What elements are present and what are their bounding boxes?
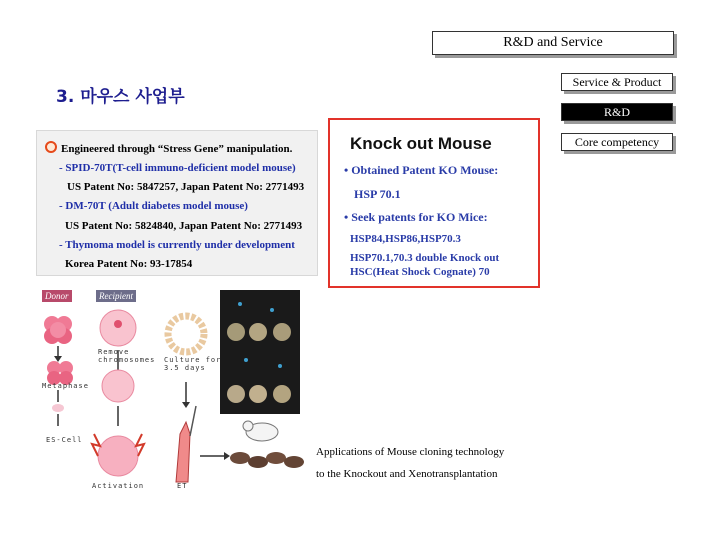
uterus-transfer-icon [176,422,190,482]
knockout-item-2-sub-1: HSP84,HSP86,HSP70.3 [350,233,461,245]
menu-core-competency-label: Core competency [574,135,660,149]
knockout-item-2: • Seek patents for KO Mice: [344,210,488,224]
activated-egg-icon [98,436,138,476]
mouse-pups [230,452,304,468]
arrow-head-icon [182,402,190,408]
mouse-head-icon [243,421,253,431]
header-title-box [432,31,674,55]
metaphase-label: Metaphase [42,382,89,390]
single-cell-icon [52,404,64,412]
knockout-item-1: • Obtained Patent KO Mouse: [344,163,499,177]
engineered-line-4: US Patent No: 5824840, Japan Patent No: 2771493 [65,220,303,232]
culture-label: Culture for 3.5 days [164,356,222,372]
knockout-box [328,118,540,288]
menu-rnd[interactable] [561,103,673,121]
enucleated-egg-icon [102,370,134,402]
engineered-panel [36,130,318,276]
menu-rnd-label: R&D [603,105,630,119]
engineered-line-5: - Thymoma model is currently under development [59,239,295,251]
header-title: R&D and Service [503,35,603,50]
knockout-item-2-sub-2: HSP70.1,70.3 double Knock out [350,252,500,264]
pipette-icon [190,406,196,436]
activation-label: Activation [92,482,145,490]
menu-service-product[interactable] [561,73,673,91]
nucleus-icon [114,320,122,328]
menu-service-product-label: Service & Product [572,75,662,89]
engineered-line-6: Korea Patent No: 93-17854 [65,258,193,270]
knockout-title: Knock out Mouse [350,134,492,153]
culture-cell-ring [168,316,204,352]
donor-embryo-cells [44,316,72,344]
menu-core-competency[interactable] [561,133,673,151]
es-cell-label: ES-Cell [46,436,83,444]
section-title: 3. 마우스 사업부 [56,87,185,107]
bullet-circle-icon [45,141,57,153]
caption-line-2: to the Knockout and Xenotransplantation [316,468,498,480]
cloning-diagram [36,286,320,494]
knockout-item-2-sub-3: HSC(Heat Shock Cognate) 70 [350,266,490,278]
engineered-heading: Engineered through “Stress Gene” manipulation. [61,143,293,155]
recipient-label: Recipient [96,290,136,302]
caption-line-1: Applications of Mouse cloning technology [316,446,505,458]
arrow-head-icon [54,356,62,362]
remove-chromosomes-label: Remove chromosomes [98,348,156,364]
engineered-line-2: US Patent No: 5847257, Japan Patent No: 2771493 [67,181,305,193]
arrow-head-icon [224,452,230,460]
knockout-item-1-sub: HSP 70.1 [354,187,401,201]
et-label: ET [177,482,188,490]
donor-label: Donor [42,290,72,302]
engineered-line-1: - SPID-70T(T-cell immuno-deficient model mouse) [59,162,296,174]
engineered-heading-row [45,141,292,155]
engineered-line-3: - DM-70T (Adult diabetes model mouse) [59,200,248,212]
